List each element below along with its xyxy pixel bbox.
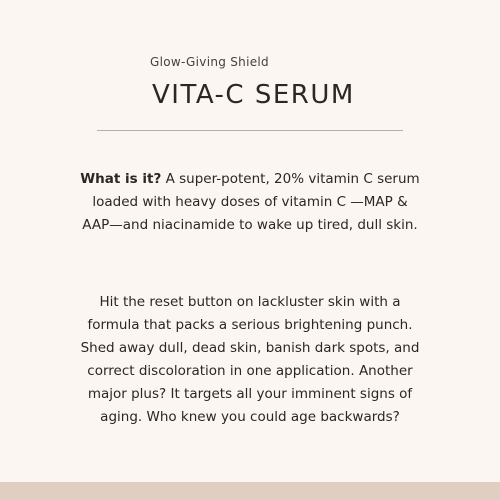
what-is-it-paragraph [80,168,420,237]
product-title: VITA-C SERUM [152,80,355,110]
description-paragraph: Hit the reset button on lackluster skin with a formula that packs a serious brightening punch. Shed away dull, dead skin, banish dark spots, and correct discoloration in one application. Another major plus? It targets all your imminent signs of aging. Who knew you could age backwards? [80,294,420,425]
what-is-it-label: What is it? [80,171,162,187]
divider-line [97,130,403,131]
what-is-it-answer: A super-potent, 20% vitamin C serum loaded with heavy doses of vitamin C —MAP & AAP—and niacinamide to wake up tired, dull skin. [82,171,420,233]
product-subtitle: Glow-Giving Shield [150,55,269,69]
footer-band [0,482,500,500]
